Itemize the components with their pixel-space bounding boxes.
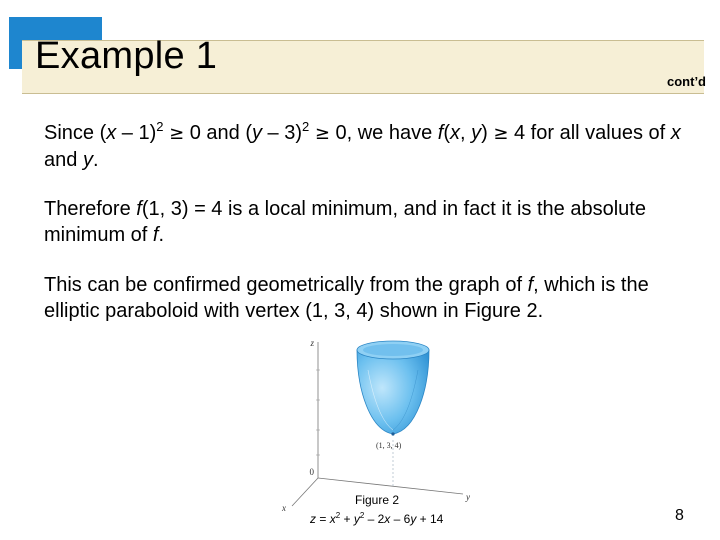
figure-equation: $z = x^2 + y^2 - 2x - 6y + 14$ [310, 511, 444, 526]
x-axis-label: x [282, 503, 286, 513]
continued-label: cont’d [667, 74, 706, 89]
y-axis-label: y [466, 492, 470, 502]
paragraph-minimum: Therefore f(1, 3) = 4 is a local minimum, and in fact it is the absolute minimum of f. [44, 198, 646, 246]
z-axis-label: z [310, 338, 314, 348]
x-axis-line [292, 478, 318, 506]
paragraph-geometric: This can be confirmed geometrically from the graph of f, which is the elliptic paraboloid with vertex (1, 3, 4) shown in Figure 2. [44, 274, 649, 322]
paraboloid-surface [357, 350, 429, 434]
paragraph-inequality: Since (x – 1)$^2$ ≥ 0 and (y – 3)$^2$ ≥ 0, we have f(x, y) ≥ 4 for all values of x and y. [44, 119, 681, 171]
slide-title: Example 1 [35, 35, 218, 77]
page-number: 8 [675, 507, 684, 524]
figure-caption: Figure 2 [355, 493, 400, 507]
y-axis-line [318, 478, 463, 494]
vertex-point [391, 432, 394, 435]
vertex-label: (1, 3, 4) [376, 441, 402, 450]
origin-label: 0 [309, 467, 314, 477]
